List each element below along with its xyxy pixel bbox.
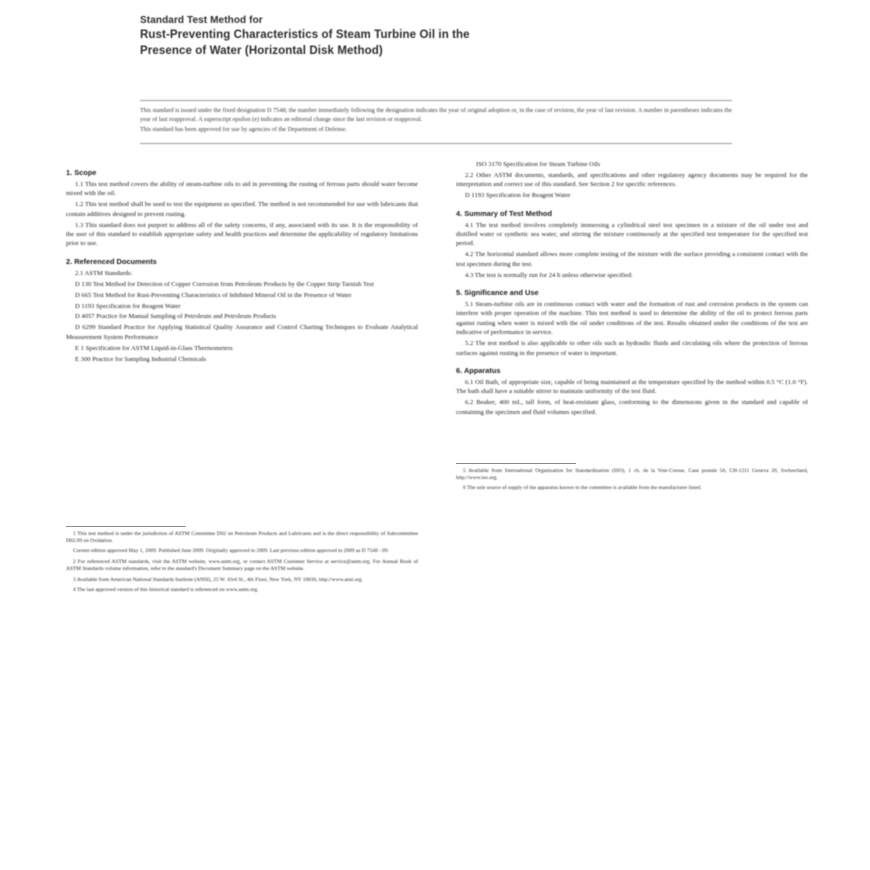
footnote: 2 For referenced ASTM standards, visit the ASTM website, www.astm.org, or contact ASTM Customer Service at service@astm.org. For Annual Book of ASTM Standards volume information, refer to the standard's Document Summary page on the ASTM website.	[66, 558, 418, 573]
footnote: 4 The last approved version of this historical standard is referenced on www.astm.org.	[73, 586, 259, 593]
footnotes-left	[66, 531, 418, 595]
footnote: 3 Available from American National Standards Institute (ANSI), 25 W. 43rd St., 4th Floor, New York, NY 10036, http://www.ansi.org.	[73, 576, 363, 583]
dod-approval-text: This standard has been approved for use by agencies of the Department of Defense.	[140, 126, 347, 134]
section-heading-scope: 1. Scope	[66, 168, 97, 177]
body-columns	[66, 160, 808, 860]
reference-item: D 4057 Practice for Manual Sampling of Petroleum and Petroleum Products	[75, 313, 277, 321]
reference-item: D 130 Test Method for Detection of Copper Corrosion from Petroleum Products by the Copper Strip Tarnish Test	[75, 280, 374, 288]
section-heading-apparatus: 6. Apparatus	[456, 366, 501, 375]
title-line-2: Rust-Preventing Characteristics of Steam Turbine Oil in the	[140, 29, 470, 41]
paragraph: 1.1 This test method covers the ability of steam-turbine oils to aid in preventing the rusting of ferrous parts should water become mixed with the oil.	[66, 181, 418, 198]
paragraph: 4.3 The test is normally run for 24 h unless otherwise specified.	[465, 271, 633, 279]
paragraph: 1.2 This test method shall be used to test the equipment as specified. The method is not recommended for use with lubricants that contain additives designed to prevent rusting.	[66, 201, 418, 218]
title-block	[140, 14, 740, 59]
footnote: 1 This test method is under the jurisdiction of ASTM Committee D02 on Petroleum Products and Lubricants and is the direct responsibility of Subcommittee D02.09 on Oxidation.	[66, 530, 418, 544]
reference-item: ISO 3170 Specification for Steam Turbine Oils	[476, 161, 601, 168]
designation-note	[140, 100, 732, 144]
footnote-divider	[456, 463, 576, 464]
paragraph: 6.2 Beaker, 400 mL, tall form, of heat-resistant glass, conforming to the dimensions given in the standard and capable of containing the specimen and fluid volumes specified.	[456, 399, 808, 416]
paragraph: 2.2 Other ASTM documents, standards, and specifications and other regulatory agency documents may be required for the interpretation and correct use of this standard. See Section 2 for specific references.	[456, 171, 808, 189]
reference-item: E 1 Specification for ASTM Liquid-in-Glass Thermometers	[75, 344, 233, 352]
footnotes-right	[456, 468, 808, 493]
footnote: Current edition approved May 1, 2009. Published June 2009. Originally approved in 2009. Last previous edition approved in 2009 as D 7548 - 09.	[73, 548, 389, 555]
footnote: 5 Available from International Organization for Standardization (ISO), 1 ch. de la Voie-Creuse, Case postale 56, CH-1211 Geneva 20, Switzerland, http://www.iso.org.	[456, 467, 808, 482]
section-heading-significance: 5. Significance and Use	[456, 288, 539, 298]
paragraph: 6.1 Oil Bath, of appropriate size, capable of being maintained at the temperature specified by the method within 0.5 °C (1.0 °F). The bath shall have a suitable stirrer to maintain uniformity of the test fluid.	[456, 379, 808, 396]
designation-note-text: This standard is issued under the fixed designation D 7548; the number immediately following the designation indicates the year of original adoption or, in the case of revision, the year of last revision. A number in parentheses indicates the year of last reapproval. A superscript epsilon (e) indicates an editorial change since the last revision or reapproval.	[140, 107, 732, 123]
reference-item: E 300 Practice for Sampling Industrial Chemicals	[75, 355, 207, 363]
footnote: 6 The sole source of supply of the apparatus known to the committee is available from the manufacturer listed.	[463, 485, 702, 492]
title-line-1: Standard Test Method for	[140, 15, 263, 26]
right-column	[456, 160, 808, 860]
section-heading-summary: 4. Summary of Test Method	[456, 208, 552, 218]
reference-item: D 1193 Specification for Reagent Water	[75, 302, 181, 310]
paragraph: 4.2 The horizontal standard allows more complete testing of the mixture with the surface providing a consistent contact with the test specimen during the test.	[456, 251, 808, 268]
left-column	[66, 160, 418, 860]
reference-item: D 665 Test Method for Rust-Preventing Characteristics of Inhibited Mineral Oil in the Presence of Water	[75, 291, 352, 299]
footnote-divider	[66, 526, 186, 527]
reference-item: D 6299 Standard Practice for Applying Statistical Quality Assurance and Control Charting Techniques to Evaluate Analytical Measurement System Performance	[66, 324, 418, 341]
title-line-3: Presence of Water (Horizontal Disk Method)	[140, 44, 383, 57]
section-heading-referenced-documents: 2. Referenced Documents	[66, 256, 157, 266]
reference-item: D 1193 Specification for Reagent Water	[465, 192, 571, 200]
paragraph: 5.1 Steam-turbine oils are in continuous contact with water and the formation of rust and corrosion products in the system can interfere with proper operation of the machine. This test method is used to determine the ability of the oil to protect ferrous parts against rusting when water is mixed with the oil under conditions of the test. Results obtained under the conditions of the test are indicative of performance in service.	[456, 301, 808, 337]
paragraph: 5.2 The test method is also applicable to other oils such as hydraulic fluids and circulating oils where the protection of ferrous surfaces against rusting in the presence of water is important.	[456, 340, 808, 357]
paragraph: 1.3 This standard does not purport to address all of the safety concerns, if any, associated with its use. It is the responsibility of the user of this standard to establish appropriate safety and health practices and determine the applicability of regulatory limitations prior to use.	[66, 221, 418, 248]
reference-item: 2.1 ASTM Standards:	[75, 269, 133, 277]
paragraph: 4.1 The test method involves completely immersing a cylindrical steel test specimen in a mixture of the oil under test and distilled water or synthetic sea water, and stirring the mixture continuously at the specified test temperature for the specified test period.	[456, 221, 808, 248]
